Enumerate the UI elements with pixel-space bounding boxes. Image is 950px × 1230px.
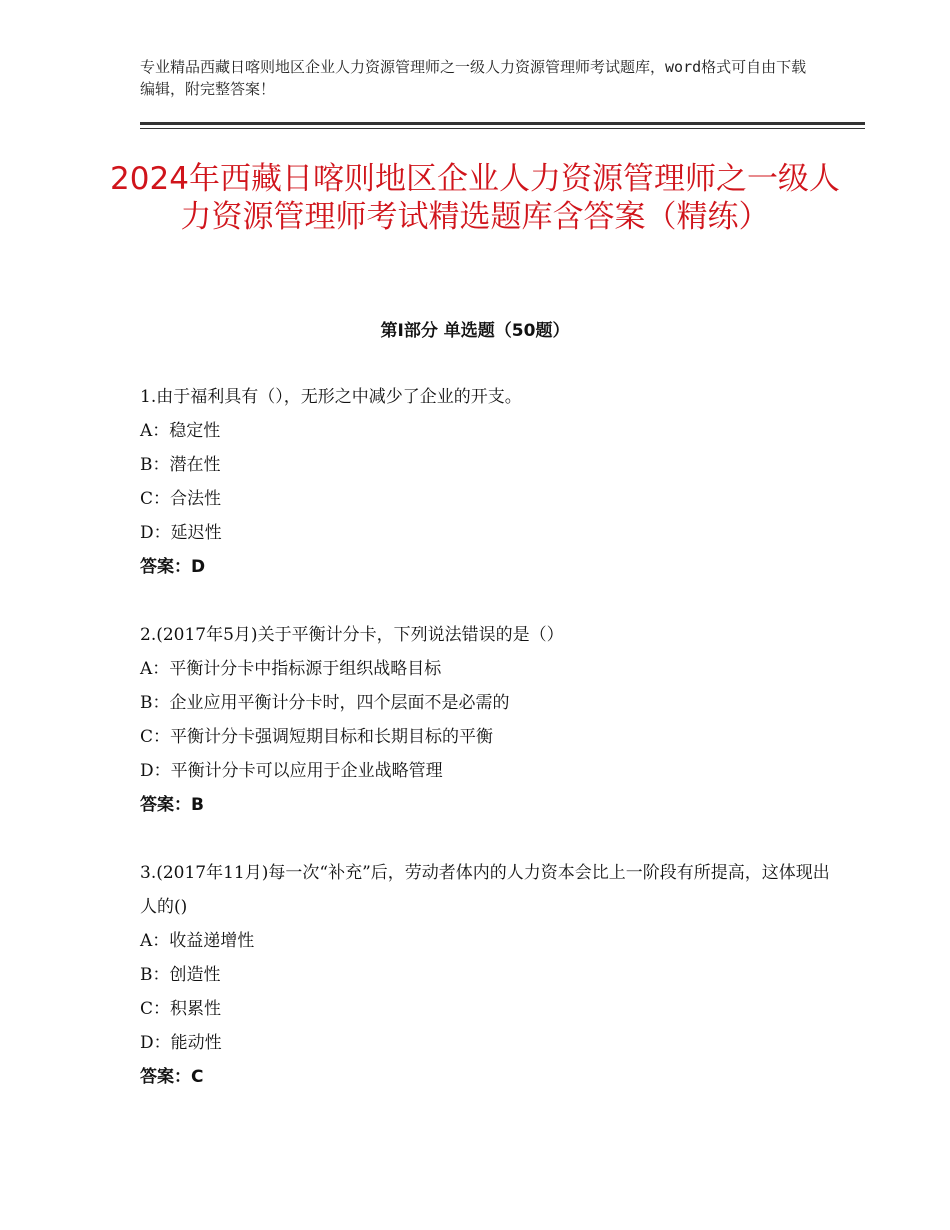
answer: 答案：D — [140, 557, 206, 577]
option-a: A：平衡计分卡中指标源于组织战略目标 — [140, 659, 442, 679]
document-title: 2024年西藏日喀则地区企业人力资源管理师之一级人力资源管理师考试精选题库含答案（精练） — [110, 161, 840, 235]
option-a: A：收益递增性 — [140, 931, 255, 951]
question-stem: 3.(2017年11月)每一次“补充”后，劳动者体内的人力资本会比上一阶段有所提高，这体现出人的() — [140, 863, 830, 917]
question-2 — [140, 618, 830, 822]
question-stem: 1.由于福利具有（），无形之中减少了企业的开支。 — [140, 387, 522, 407]
option-b: B：潜在性 — [140, 455, 221, 475]
header-divider-thin — [140, 128, 865, 129]
question-3 — [140, 856, 830, 1094]
option-d: D：能动性 — [140, 1033, 222, 1053]
option-d: D：平衡计分卡可以应用于企业战略管理 — [140, 761, 443, 781]
option-d: D：延迟性 — [140, 523, 222, 543]
question-1 — [140, 380, 830, 584]
option-c: C：积累性 — [140, 999, 222, 1019]
question-list — [140, 380, 830, 1128]
header-divider-thick — [140, 122, 865, 125]
answer: 答案：B — [140, 795, 204, 815]
option-a: A：稳定性 — [140, 421, 221, 441]
question-stem: 2.(2017年5月)关于平衡计分卡，下列说法错误的是（） — [140, 625, 564, 645]
answer: 答案：C — [140, 1067, 204, 1087]
option-b: B：创造性 — [140, 965, 221, 985]
section-title: 第Ⅰ部分 单选题（50题） — [380, 321, 570, 341]
option-b: B：企业应用平衡计分卡时，四个层面不是必需的 — [140, 693, 510, 713]
option-c: C：合法性 — [140, 489, 222, 509]
option-c: C：平衡计分卡强调短期目标和长期目标的平衡 — [140, 727, 494, 747]
header-note: 专业精品西藏日喀则地区企业人力资源管理师之一级人力资源管理师考试题库，word格式可自由下载编辑，附完整答案！ — [140, 58, 807, 98]
